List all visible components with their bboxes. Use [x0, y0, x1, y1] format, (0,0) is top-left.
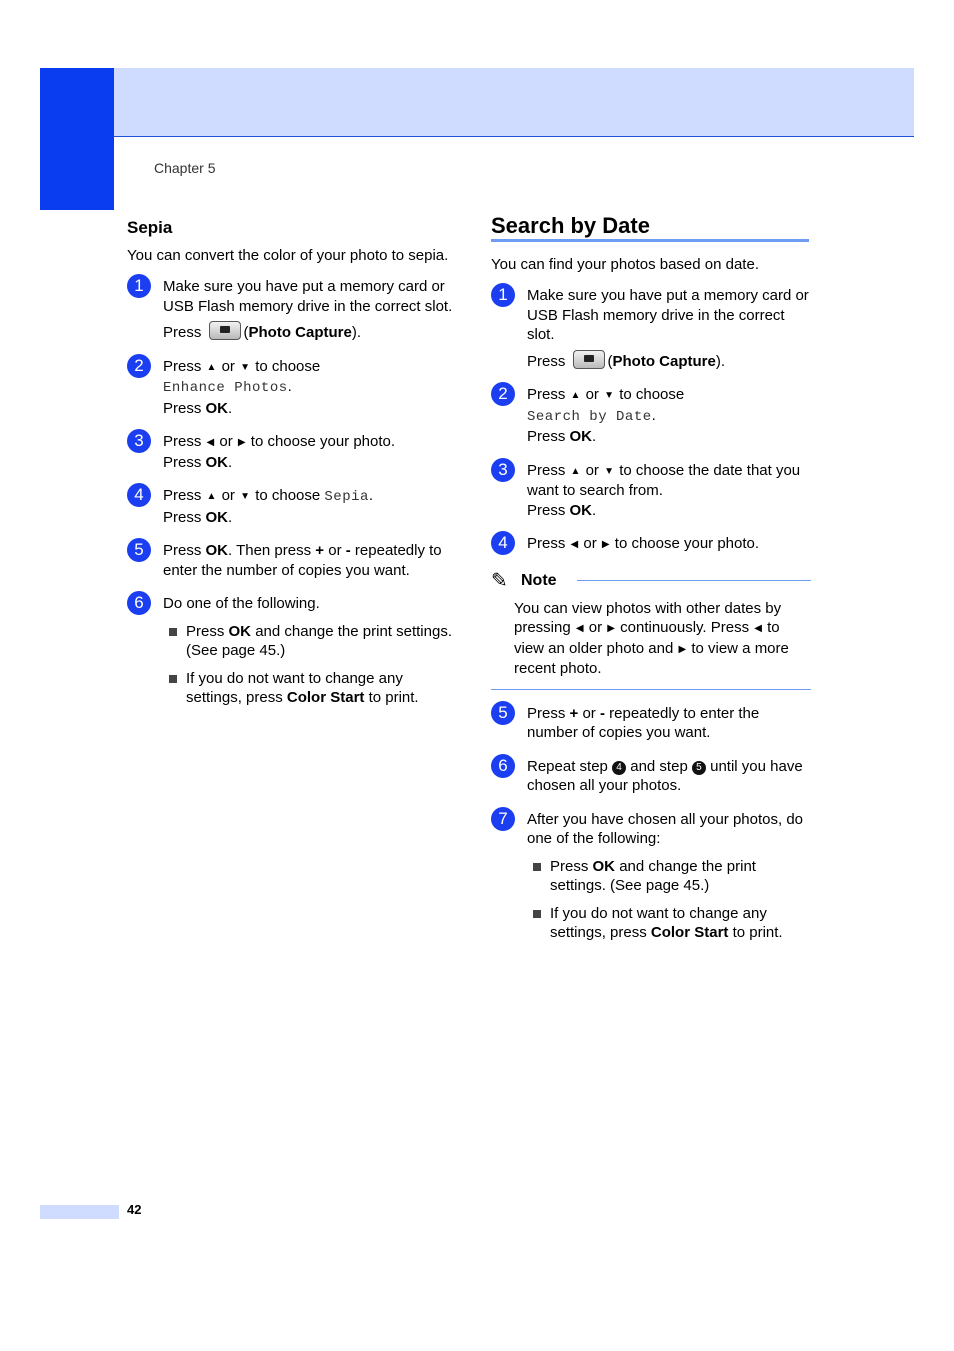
search-step-3: 3 Press ▲ or ▼ to choose the date that you want to search from. Press OK. — [491, 461, 811, 521]
step-text: Press — [163, 399, 202, 417]
plus-key-label: + — [569, 704, 579, 722]
up-arrow-icon: ▲ — [570, 465, 581, 477]
chapter-tab — [40, 68, 114, 210]
step-text: Press — [527, 535, 566, 552]
step-text: to choose the date that you want to search from. — [527, 461, 801, 499]
search-step-1: 1 Make sure you have put a memory card or USB Flash memory drive in the correct slot. Press (Photo Capture). — [491, 286, 811, 371]
bullet-text: Press — [550, 857, 589, 875]
step-text: Press — [527, 428, 566, 445]
sepia-step-4: 4 Press ▲ or ▼ to choose Sepia. Press OK. — [127, 486, 457, 527]
step-number: 4 — [127, 483, 151, 507]
lcd-option: Sepia — [324, 489, 369, 505]
step-number: 3 — [127, 429, 151, 453]
ok-key-label: OK — [205, 508, 229, 526]
step-text: or — [585, 386, 599, 403]
step-text: or — [328, 542, 342, 559]
press-label: Press — [527, 352, 566, 370]
step-text: Press — [527, 704, 566, 722]
bullet-text: to print. — [368, 689, 419, 706]
note-text-part: You can view photos with other dates by pressing — [514, 599, 782, 636]
step-text: until you have chosen all your photos. — [527, 757, 803, 794]
section-title-search-by-date: Search by Date — [491, 214, 809, 242]
step-text: or — [219, 433, 233, 450]
step-text: or — [582, 704, 596, 722]
step-number: 7 — [491, 807, 515, 831]
search-step-6 — [491, 757, 811, 796]
note-text-part: continuously. Press — [620, 619, 750, 636]
step-text: Press — [163, 508, 202, 526]
bullet-text: If you do not want to change any settings, press — [550, 904, 767, 941]
step-text: or — [583, 535, 597, 552]
minus-key-label: - — [599, 704, 605, 722]
ok-key-label: OK — [592, 857, 616, 875]
plus-key-label: + — [315, 542, 325, 559]
press-label: Press — [163, 324, 202, 341]
color-start-label: Color Start — [286, 689, 365, 706]
page-number: 42 — [127, 1202, 142, 1217]
step-text: Press — [163, 453, 202, 471]
down-arrow-icon: ▼ — [604, 390, 615, 401]
lcd-option: Enhance Photos — [163, 380, 288, 396]
step-text: to choose your photo. — [250, 433, 396, 450]
step-text: to choose — [255, 357, 321, 375]
step-text: Press — [527, 386, 566, 403]
left-arrow-icon: ◀ — [575, 623, 584, 634]
sepia-step-3: 3 Press ◀ or ▶ to choose your photo. Press OK. — [127, 432, 457, 472]
left-arrow-icon: ◀ — [754, 623, 762, 634]
step-text: Press — [527, 501, 566, 519]
ok-key-label: OK — [205, 399, 229, 417]
up-arrow-icon: ▲ — [570, 390, 581, 401]
step-number: 1 — [491, 283, 515, 307]
note-text-part: to view a more recent photo. — [514, 639, 789, 677]
step-text: or — [221, 487, 235, 504]
bullet-item — [527, 904, 811, 943]
down-arrow-icon: ▼ — [240, 361, 251, 373]
color-start-label: Color Start — [650, 924, 729, 941]
step-text: and step — [630, 757, 688, 775]
bullet-text: If you do not want to change any settings, press — [186, 669, 403, 706]
step-text: Make sure you have put a memory card or USB Flash memory drive in the correct slot. — [163, 278, 453, 315]
step-number: 3 — [491, 458, 515, 482]
right-arrow-icon: ▶ — [607, 623, 615, 634]
bullet-item — [527, 857, 811, 896]
sepia-intro: You can convert the color of your photo to sepia. — [127, 246, 449, 264]
step-number: 2 — [491, 382, 515, 406]
step-text: Press — [163, 542, 202, 559]
pencil-note-icon: ✎ — [491, 569, 508, 592]
sepia-section — [127, 218, 457, 722]
sepia-step-1: 1 Make sure you have put a memory card or USB Flash memory drive in the correct slot. Press (Photo Capture). — [127, 277, 457, 343]
lcd-option: Search by Date — [527, 408, 652, 425]
step-number: 1 — [127, 274, 151, 298]
note-rule — [577, 580, 811, 581]
bullet-text: to print. — [732, 924, 783, 941]
minus-key-label: - — [345, 542, 351, 559]
step-text: Repeat step — [527, 757, 608, 775]
step-text: . Then press — [228, 542, 312, 559]
search-step-5 — [491, 704, 811, 743]
chapter-label: Chapter 5 — [154, 160, 216, 176]
right-arrow-icon: ▶ — [601, 539, 610, 550]
bullet-text: and change the print settings. (See page 45.) — [186, 622, 452, 659]
step-text: Do one of the following. — [163, 595, 320, 612]
left-arrow-icon: ◀ — [206, 437, 215, 448]
step-text: Make sure you have put a memory card or USB Flash memory drive in the correct slot. — [527, 287, 809, 343]
step-number: 6 — [127, 591, 151, 615]
step-text: or — [221, 357, 235, 375]
ok-key-label: OK — [205, 453, 229, 471]
down-arrow-icon: ▼ — [240, 491, 251, 502]
step-number: 6 — [491, 754, 515, 778]
step-number: 2 — [127, 354, 151, 378]
right-arrow-icon: ▶ — [237, 437, 246, 448]
down-arrow-icon: ▼ — [604, 465, 615, 477]
step-text: repeatedly to enter the number of copies you want. — [163, 542, 442, 579]
step-text: to choose your photo. — [614, 535, 760, 552]
step-ref-5: 5 — [692, 761, 706, 775]
photo-capture-button-icon — [573, 350, 605, 369]
note-text — [514, 599, 811, 679]
step-text: After you have chosen all your photos, do one of the following: — [527, 810, 804, 847]
bullet-text: Press — [186, 622, 225, 640]
note-bottom-rule — [491, 689, 811, 690]
step-text: Press — [163, 433, 202, 450]
up-arrow-icon: ▲ — [206, 361, 217, 373]
photo-capture-button-icon — [209, 321, 241, 340]
step-text: to choose — [255, 487, 321, 504]
footer-bar — [40, 1205, 119, 1219]
bullet-item — [163, 669, 457, 708]
step-number: 5 — [127, 538, 151, 562]
sepia-step-5 — [127, 541, 457, 580]
search-step-4 — [491, 534, 811, 555]
step-number: 4 — [491, 531, 515, 555]
step-text: repeatedly to enter the number of copies you want. — [527, 704, 760, 741]
step-text: Press — [527, 461, 566, 479]
step-ref-4: 4 — [612, 761, 626, 775]
step-text: Press — [163, 487, 202, 504]
bullet-item — [163, 622, 457, 661]
note-text-part: to view an older photo and — [514, 619, 780, 657]
photo-capture-label: Photo Capture — [248, 324, 352, 341]
note-text-part: or — [588, 619, 603, 636]
up-arrow-icon: ▲ — [206, 491, 217, 502]
sepia-step-2: 2 Press ▲ or ▼ to choose Enhance Photos. Press OK. — [127, 357, 457, 419]
left-arrow-icon: ◀ — [570, 539, 579, 550]
right-arrow-icon: ▶ — [678, 643, 687, 655]
search-step-7 — [491, 810, 811, 943]
search-intro: You can find your photos based on date. — [491, 255, 759, 273]
ok-key-label: OK — [569, 428, 593, 445]
step-text: to choose — [619, 386, 685, 403]
step-number: 5 — [491, 701, 515, 725]
note-box — [491, 569, 811, 690]
ok-key-label: OK — [228, 622, 252, 640]
header-band — [114, 68, 914, 137]
bullet-text: and change the print settings. (See page 45.) — [550, 857, 756, 894]
step-text: Press — [163, 357, 202, 375]
note-title: Note — [521, 571, 557, 589]
step-text: or — [585, 461, 599, 479]
search-step-2: 2 Press ▲ or ▼ to choose Search by Date. Press OK. — [491, 385, 811, 447]
search-by-date-section — [491, 214, 811, 957]
photo-capture-label: Photo Capture — [612, 352, 716, 370]
section-title-sepia: Sepia — [127, 218, 173, 237]
ok-key-label: OK — [205, 542, 229, 559]
ok-key-label: OK — [569, 501, 593, 519]
sepia-step-6 — [127, 594, 457, 708]
